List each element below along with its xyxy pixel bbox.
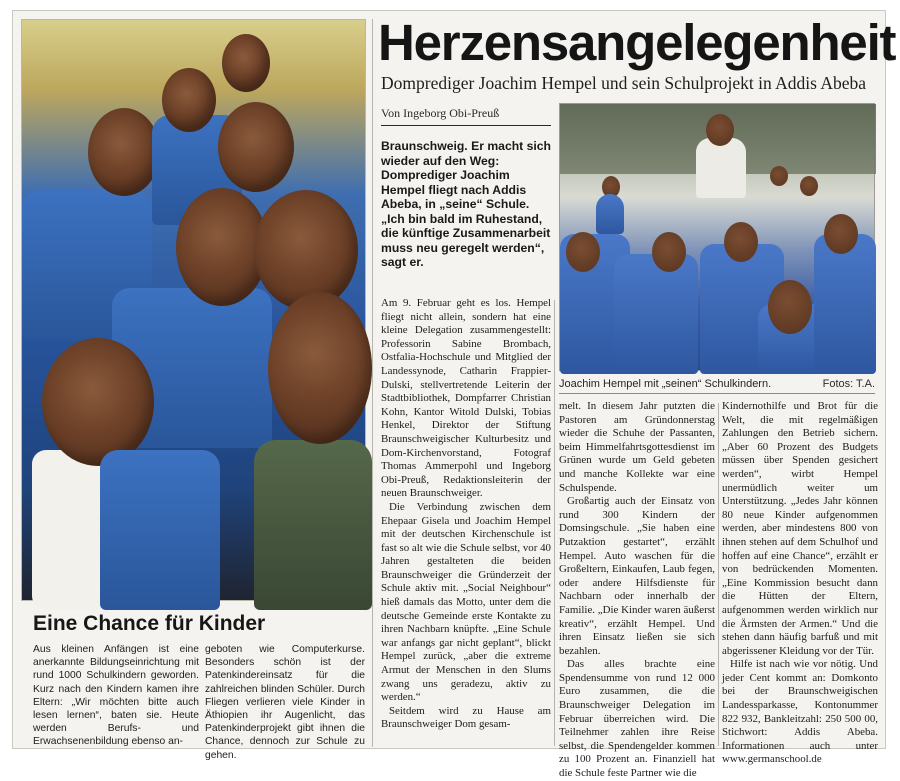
photo-children-closeup bbox=[21, 19, 366, 601]
paragraph: Am 9. Februar geht es los. Hempel fliegt nicht allein, sondern hat eine kleine Delegation zusammengestellt: Professorin Sabine Brombach, Ostfalia-Hochschule und Mitglied der Landessynode, Catharin Frappier-Dulski, stellvertretende Leiterin der Stadtbibliothek, Dompfarrer Christian Kohn, Kantor Witold Dulski, Tobias Henkel, Direktor der Stiftung Braunschweigischer Kulturbesitz und Dom-Kirchenvorstand, Fotograf Thomas Ammerpohl und Ingeborg Obi-Preuß, Redaktionsleiterin der neuen Braunschweiger. bbox=[381, 297, 551, 500]
article-byline: Von Ingeborg Obi-Preuß bbox=[381, 104, 551, 126]
box-title: Eine Chance für Kinder bbox=[33, 612, 266, 635]
paragraph: melt. In diesem Jahr putzten die Pastoren am Gründonnerstag wieder die Schuhe der Passanten, beim Himmelfahrtsgottesdienst im Grünen wurde um Geld gebeten und manche Kollekte war eine Schulspende. bbox=[559, 400, 715, 494]
article-column-1 bbox=[381, 297, 551, 749]
column-divider bbox=[554, 300, 555, 746]
photo-caption: Joachim Hempel mit „seinen“ Schulkindern. bbox=[559, 378, 772, 390]
article-subhead: Domprediger Joachim Hempel und sein Schulprojekt in Addis Abeba bbox=[381, 73, 867, 93]
article-column-3 bbox=[722, 400, 878, 766]
paragraph: Kindernothilfe und Brot für die Welt, die mit regelmäßigen Zahlungen den Betrieb sichern. „Aber 60 Prozent des Budgets müssen über Spenden gesichert werden“, wirbt Hempel unermüdlich weiter um Unterstützung. „Jedes Jahr können 80 neue Kinder aufgenommen werden, aber mindestens 800 von ihnen stehen auf dem Schulhof und hoffen auf eine Chance“, erzählt er von bedrückenden Momenten. „Eine Kommission besucht dann die Hütten der Eltern, aufgenommen werden wirklich nur die Ärmsten der Armen.“ Und die stehen dann häufig barfuß und mit abgerissener Kleidung vor der Tür. bbox=[722, 400, 878, 657]
photo-caption-row bbox=[559, 375, 875, 394]
box-column-2 bbox=[205, 643, 365, 761]
article-lead: Braunschweig. Er macht sich wieder auf den Weg: Domprediger Joachim Hempel fliegt nach Addis Abeba, in „seine“ Schule. „Ich bin bald im Ruhestand, die künftige Zusammenarbeit muss neu geregelt werden“, sagt er. bbox=[381, 139, 552, 269]
box-column-1 bbox=[33, 643, 199, 749]
newspaper-clipping bbox=[12, 10, 896, 780]
paragraph: Aus kleinen Anfängen ist eine anerkannte Bildungseinrichtung mit rund 1000 Schulkindern geworden. Kurz nach den Kindern kamen ihre Eltern: „Wir möchten bitte auch lesen lernen“, baten sie. Heute werden Berufs- und Erwachsenenbildung ebenso an- bbox=[33, 644, 199, 748]
paragraph: Hilfe ist nach wie vor nötig. Und jeder Cent kommt an: Domkonto bei der Braunschweigischen Landessparkasse, Kontonummer 822 932, Bankleitzahl: 250 500 00, Stichwort: Addis Abeba. Informationen auch unter www.germanschool.de bbox=[722, 658, 878, 766]
article-column-2 bbox=[559, 400, 715, 780]
paragraph: Die Verbindung zwischen dem Ehepaar Gisela und Joachim Hempel mit der deutschen Kirchenschule ist fast so alt wie die Schule selbst, vor 40 Jahren gestalteten die beiden Braunschweiger die Gründerzeit der Schule aktiv mit. „Social Neighbour“ hieß damals das Motto, unter dem die deutsche Gemeinde erste Kontakte zu ihren Nachbarn knüpfte. „Eine Schule war anfangs gar nicht geplant“, blickt Hempel zurück, „aber die extreme Armut der Menschen in den Slums zwang uns geradezu, aktiv zu werden.“ bbox=[381, 500, 551, 704]
paragraph: Seitdem wird zu Hause am Braunschweiger Dom gesam- bbox=[381, 704, 551, 731]
paragraph: Großartig auch der Einsatz von rund 300 Kindern der Domsingschule. „Sie haben eine Putzaktion gestartet“, erzählt Hempel. Auto waschen für die Großeltern, Einkaufen, Laub fegen, oder andere Hilfsdienste für Nachbarn oder innerhalb der Familie. „Die Kinder waren äußerst kreativ“, erzählt Hempel. Und ihren Einsatz ließen sie sich bezahlen. bbox=[559, 495, 715, 657]
paragraph: geboten wie Computerkurse. Besonders schön ist der Patenkindereinsatz für die zahlreichen blinden Schüler. Durch Fliegen verlieren viele Kinder in Äthiopien ihr Augenlicht, das Patenkinderprojekt gibt ihnen die Chance, dennoch zur Schule zu gehen. bbox=[205, 644, 365, 761]
column-divider bbox=[718, 403, 719, 746]
photo-credit: Fotos: T.A. bbox=[822, 378, 875, 390]
paragraph: Das alles brachte eine Spendensumme von rund 12 000 Euro zusammen, die die Braunschweiger Delegation im Februar überreichen wird. Die Teilnehmer zahlen ihre Reise selbst, die Spendengelder kommen zu 100 Prozent an. Finanziell hat die Schule feste Partner wie die bbox=[559, 658, 715, 780]
column-divider bbox=[372, 19, 373, 747]
article-headline: Herzensangelegenheit bbox=[378, 14, 896, 71]
photo-hempel-with-children bbox=[559, 103, 875, 371]
